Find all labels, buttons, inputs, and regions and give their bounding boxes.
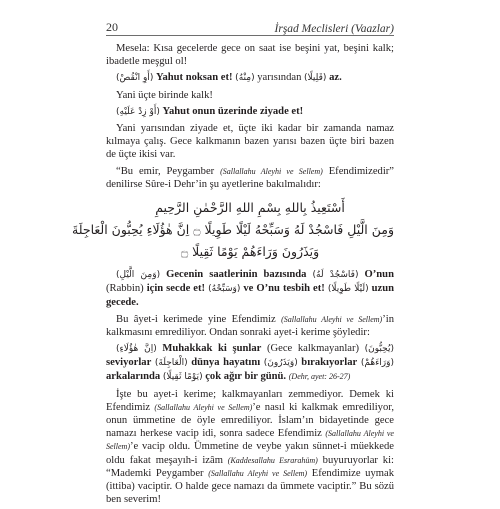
- page-body: [72, 42, 395, 509]
- arabic-phrase: (يُحِبُّونَ): [364, 344, 394, 355]
- arabic-phrase: (وَيَذَرُونَ): [263, 358, 298, 369]
- paragraph: [106, 388, 394, 507]
- paragraph-text: ’e vacip oldu. Ümmetine de veybe yakın sünnet-i müekkede oldu fakat meşayıh-i izâm: [106, 441, 394, 466]
- paragraph-text: ’in kalkmasını emrediliyor. Ondan sonraki ayet-i kerime şöyledir:: [106, 313, 394, 338]
- paragraph: [106, 165, 394, 191]
- bold-text: Muhakkak ki şunlar: [162, 343, 262, 355]
- arabic-phrase: (أَوِ انْقُصْ): [116, 73, 154, 84]
- paragraph-text: buyuruyorlar ki: “Mademki Peygamber: [106, 454, 394, 479]
- running-header: [106, 15, 394, 36]
- paragraph-text: Efendimize uymak (ittiba) vaciptir. O halde gece namazı da ümmete vaciptir.” Bu sözü ben severim!: [106, 467, 395, 506]
- paragraph-text: ’e nasıl ki kalkmak emrediliyor, onun ümmetine de öyle emrediliyor. İslam’ın bidayetinde gece namazı herkese vacip idi, sonra sadece Efendimiz: [106, 401, 394, 440]
- paragraph-text: Mesela: Kısa gecelerde gece on saat ise beşini yat, beşini kalk; ibadetle meşgul ol!: [106, 43, 394, 68]
- bold-text: az.: [329, 72, 342, 84]
- arabic-phrase: (لَيْلًا طَوِيلًا): [327, 284, 369, 295]
- paragraph: [106, 105, 394, 119]
- paragraph: [106, 313, 394, 339]
- bold-text: için secde et!: [146, 283, 206, 295]
- bold-text: bırakıyorlar: [301, 357, 358, 369]
- arabic-phrase: (وَرَاءَهُمْ): [360, 358, 395, 369]
- bold-text: çok ağır bir günü.: [205, 371, 287, 383]
- honorific: (Sallallahu Aleyhi ve Sellem): [220, 166, 323, 176]
- bold-text: ve O’nu tesbih et!: [243, 283, 325, 295]
- honorific: (Sallallahu Aleyhi ve Sellem): [106, 429, 394, 452]
- honorific: (Sallallahu Aleyhi ve Sellem): [154, 402, 253, 412]
- paragraph: [106, 268, 394, 310]
- paragraph-text: Bu âyet-i kerimede yine Efendimiz: [116, 313, 276, 325]
- paragraph-text: “Bu emir, Peygamber: [116, 165, 215, 177]
- paragraph: [106, 342, 394, 385]
- bold-text: arkalarında: [106, 371, 161, 383]
- paragraph-text: İşte bu ayet-i kerime; kalkmayanları zemmediyor. Demek ki Efendimiz: [106, 388, 394, 413]
- arabic-phrase: (أَوْ زِدْ عَلَيْهِ): [116, 106, 160, 117]
- running-title: İrşad Meclisleri (Vaazlar): [274, 23, 394, 35]
- arabic-phrase: (فَاسْجُدْ لَهُ): [312, 270, 359, 281]
- honorific: (Sallallahu Aleyhi ve Sellem): [281, 314, 383, 324]
- paragraph-text: (Gece kalkmayanlar): [266, 343, 360, 355]
- bold-text: Gecenin saatlerinin bazısında: [166, 269, 307, 281]
- paragraph-text: (Rabbin): [106, 283, 144, 295]
- arabic-line: أَسْتَعِيذُ بِاللهِ بِسْمِ اللهِ الرَّحْمٰنِ الرَّحِيمِ: [155, 200, 345, 216]
- page-number: 20: [106, 20, 118, 34]
- bold-text: Yahut noksan et!: [155, 72, 233, 84]
- paragraph-text: Efendimizedir” denilirse Sûre-i Dehr’in şu ayetlerine bakılmalıdır:: [106, 165, 394, 190]
- arabic-line: وَيَذَرُونَ وَرَاءَهُمْ يَوْمًا ثَقِيلًا ۝: [180, 244, 320, 260]
- arabic-line: وَمِنَ الَّيْلِ فَاسْجُدْ لَهُ وَسَبِّحْهُ لَيْلًا طَوِيلًا ۝ اِنَّ هٰؤُلَاءِ يُحِبُّونَ الْعَاجِلَةَ: [72, 222, 394, 238]
- paragraph: [106, 42, 394, 68]
- paragraph: [106, 122, 394, 162]
- bold-text: dünya hayatını: [191, 357, 261, 369]
- verse-reference: (Dehr, ayet: 26-27): [288, 372, 351, 382]
- arabic-phrase: (مِنْهُ): [235, 73, 255, 84]
- arabic-phrase: (قَلِيلًا): [304, 73, 327, 84]
- paragraph-text: Yani üçte birinde kalk!: [116, 89, 213, 101]
- bold-text: seviyorlar: [106, 357, 152, 369]
- arabic-phrase: (وَمِنَ الَّيْلِ): [116, 270, 161, 281]
- honorific: (Kaddesallahu Esrarahüm): [227, 455, 318, 465]
- bold-text: Yahut onun üzerinde ziyade et!: [162, 105, 304, 117]
- arabic-phrase: (اِنَّ هٰؤُلَاءِ): [116, 344, 157, 355]
- bold-text: uzun gecede.: [106, 283, 394, 309]
- bold-text: O’nun: [364, 269, 394, 281]
- paragraph: [106, 71, 394, 85]
- arabic-phrase: (الْعَاجِلَةَ): [154, 358, 188, 369]
- arabic-phrase: (وَسَبِّحْهُ): [208, 284, 241, 295]
- quran-verse-block: [72, 197, 394, 263]
- honorific: (Sallallahu Aleyhi ve Sellem): [208, 468, 308, 478]
- paragraph-text: Yani yarısından ziyade et, üçte iki kadar bir zamanda namaz kılmaya çalış. Gece kalkmanın bazen yarısı bazen üçte biri bazen de üçte ikisi var.: [106, 123, 394, 161]
- paragraph: [106, 89, 394, 102]
- arabic-phrase: (يَوْمًا ثَقِيلًا): [162, 372, 203, 383]
- paragraph-text: yarısından: [257, 72, 302, 84]
